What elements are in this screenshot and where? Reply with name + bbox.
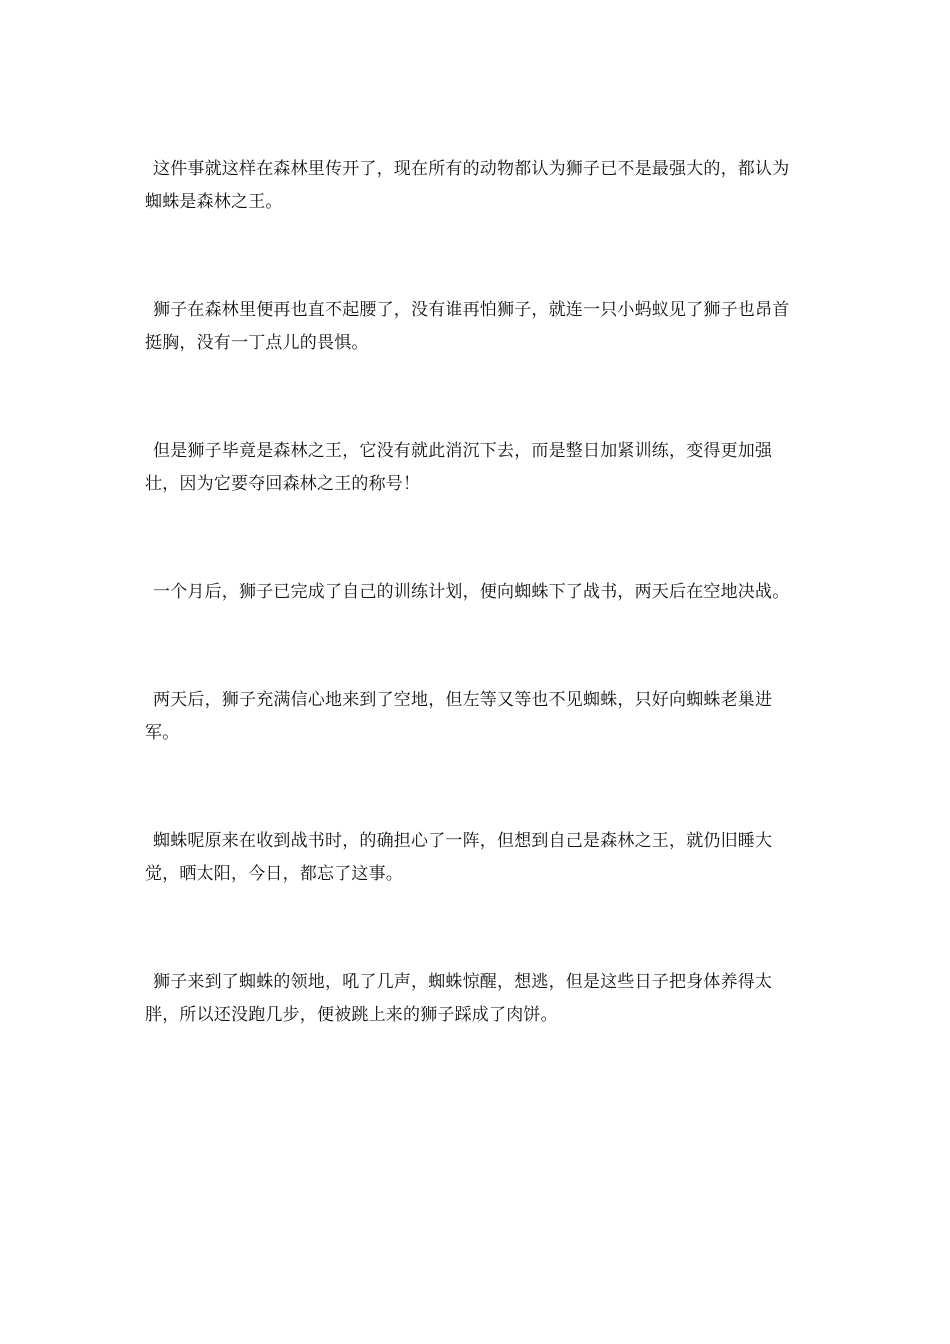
paragraph: 蜘蛛呢原来在收到战书时，的确担心了一阵，但想到自己是森林之王，就仍旧睡大觉，晒太阳，今日，都忘了这事。 [145, 831, 773, 884]
paragraph: 一个月后，狮子已完成了自己的训练计划，便向蜘蛛下了战书，两天后在空地决战。 [153, 582, 790, 602]
paragraph: 这件事就这样在森林里传开了，现在所有的动物都认为狮子已不是最强大的，都认为蜘蛛是森林之王。 [145, 159, 790, 212]
paragraph: 狮子在森林里便再也直不起腰了，没有谁再怕狮子，就连一只小蚂蚁见了狮子也昂首挺胸，没有一丁点儿的畏惧。 [145, 300, 790, 353]
paragraph: 两天后，狮子充满信心地来到了空地，但左等又等也不见蜘蛛，只好向蜘蛛老巢进军。 [145, 690, 773, 743]
document-body [145, 153, 805, 1107]
paragraph: 但是狮子毕竟是森林之王，它没有就此消沉下去，而是整日加紧训练，变得更加强壮，因为它要夺回森林之王的称号！ [145, 441, 773, 494]
paragraph: 狮子来到了蜘蛛的领地，吼了几声，蜘蛛惊醒，想逃，但是这些日子把身体养得太胖，所以还没跑几步，便被跳上来的狮子踩成了肉饼。 [145, 972, 773, 1025]
